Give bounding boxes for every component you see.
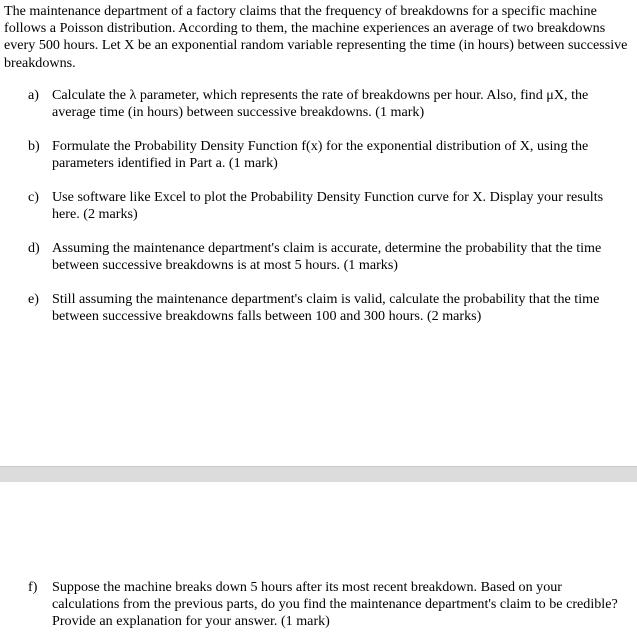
question-b-label: b) [28,138,40,154]
question-c-text: Use software like Excel to plot the Probability Density Function curve for X. Display your results here. (2 marks) [52,189,604,223]
question-c [28,189,630,223]
question-d [28,240,630,274]
question-e [28,291,630,325]
problem-intro: The maintenance department of a factory claims that the frequency of breakdowns for a specific machine follows a Poisson distribution. According to them, the machine experiences an average of two breakdowns every 500 hours. Let X be an exponential random variable representing the time (in hours) between successive breakdowns. [4,3,628,71]
question-a-text: Calculate the λ parameter, which represents the rate of breakdowns per hour. Also, find μX, the average time (in hours) between successive breakdowns. (1 mark) [52,87,589,121]
question-c-label: c) [28,189,39,205]
question-b-text: Formulate the Probability Density Function f(x) for the exponential distribution of X, using the parameters identified in Part a. (1 mark) [52,138,589,172]
page-break-separator [0,466,637,482]
question-d-text: Assuming the maintenance department's claim is accurate, determine the probability that the time between successive breakdowns is at most 5 hours. (1 marks) [52,240,602,274]
question-e-text: Still assuming the maintenance department's claim is valid, calculate the probability that the time between successive breakdowns falls between 100 and 300 hours. (2 marks) [52,291,600,325]
question-a [28,87,630,121]
question-f [28,579,630,631]
question-f-text: Suppose the machine breaks down 5 hours after its most recent breakdown. Based on your calculations from the previous parts, do you find the maintenance department's claim to be credible? Provide an explanation for your answer. (1 mark) [52,579,618,630]
page-break-edge [0,466,637,467]
question-f-label: f) [28,579,38,595]
question-a-label: a) [28,87,39,103]
question-b [28,138,630,172]
question-d-label: d) [28,240,40,256]
question-e-label: e) [28,291,39,307]
